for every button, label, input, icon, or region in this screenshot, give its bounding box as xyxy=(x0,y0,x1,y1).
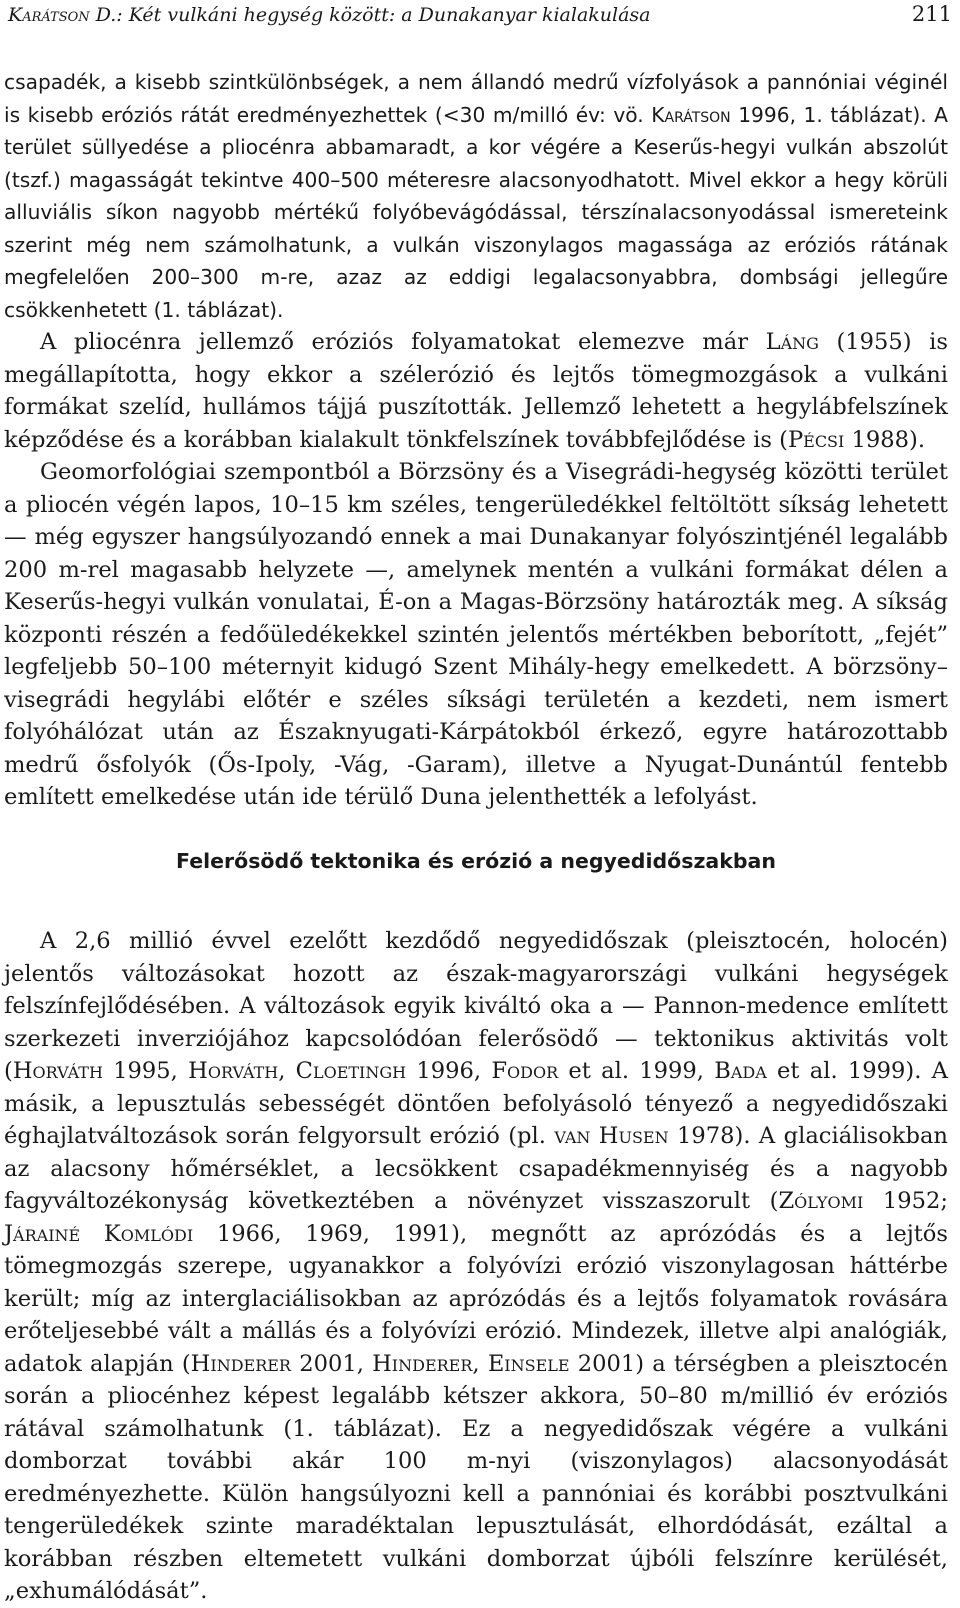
running-title: Karátson D.: Két vulkáni hegység között: a Dunakanyar kialakulása xyxy=(8,4,651,26)
para4-text-9: 1966, 1969, 1991), megnőtt az aprózódás és a lejtős tömegmozgás szerepe, ugyanakkor a folyóvízi erózió viszonylagosan háttérbe került; míg az interglaciálisokban az aprózódás és a lejtős folyamatok rovására erőteljesebbé vált a mállás és a folyóvízi erózió. Mindezek, illetve alpi analógiák, adatok alapján ( xyxy=(4,1220,948,1377)
para1-text-1: csapadék, a kisebb szintkülönbségek, a nem állandó medrű vízfolyások a pannóniai véginél is kisebb eróziós rátát eredményezhettek (<30 m/milló év: vö. xyxy=(4,70,948,127)
para2-text-2: (1955) is megállapította, hogy ekkor a szélerózió és lejtős tömegmozgások a vulkáni formákat szelíd, hullámos tájjá puszították. Jellemző lehetett a hegylábfelszínek képződése és a korábban kialakult tönkfelszínek továbbfejlődése is ( xyxy=(4,329,948,453)
para4-text-12: 2001) a térségben a pleisztocén során a pliocénhez képest legalább kétszer akkora, 50–80 m/millió év eróziós rátával számolhatunk (1. táblázat). Ez a negyedidőszak végére a vulkáni domborzat további akár 100 m-nyi (viszonylagos) alacsonyodását eredményezhette. Külön hangsúlyozni kell a pannóniai és korábbi posztvulkáni tengerüledékek szinte maradéktalan lepusztulását, elhordódását, ezáltal a korábban részben eltemetett vulkáni domborzat újbóli felszínre kerülését, „exhumálódását”. xyxy=(4,1350,948,1604)
paragraph-3: Geomorfológiai szempontból a Börzsöny és a Visegrádi-hegység közötti terület a pliocén végén lapos, 10–15 km széles, tengerüledékkel feltöltött síkság lehetett — még egyszer hangsúlyozandó ennek a mai Dunakanyar folyószintjénél legalább 200 m-rel magasabb helyzete —, amelynek mentén a vulkáni formákat délen a Keserűs-hegyi vulkán vonulatai, É-on a Magas-Börzsöny határozták meg. A síkság központi részén a fedőüledékekkel szintén jelentős mértékben beborított, „fejét” legfeljebb 50–100 méternyit kidugó Szent Mihály-hegy emelkedett. A börzsöny–visegrádi hegylábi előtér e széles síksági területén a kezdeti, nem ismert folyóhálózat után az Északnyugati-Kárpátokból érkező, egyre határozottabb medrű ősfolyók (Ős-Ipoly, -Vág, -Garam), illetve a Nyugat-Dunántúl fentebb említett emelkedése után ide térülő Duna jelenthették a lefolyást. xyxy=(4,459,948,810)
paragraph-4 xyxy=(4,925,948,1608)
citation-horvath-2: Horváth xyxy=(188,1058,279,1084)
citation-jarainé-komlodi: Járainé Komlódi xyxy=(4,1220,194,1247)
running-head xyxy=(8,2,952,26)
paragraph-1 xyxy=(4,66,948,326)
para2-text-1: A pliocénra jellemző eróziós folyamatokat elemezve már xyxy=(40,329,766,355)
para4-text-5: et al. 1999, xyxy=(558,1058,715,1084)
citation-van-husen: van Husen xyxy=(554,1123,669,1149)
running-title-text: Két vulkáni hegység között: a Dunakanyar kialakulása xyxy=(128,4,651,26)
citation-fodor: Fodor xyxy=(491,1058,559,1084)
running-author: Karátson D. xyxy=(8,4,117,26)
section-heading: Felerősödő tektonika és erózió a negyedidőszakban xyxy=(176,849,776,873)
para4-text-7: 1978). A glaciálisokban az alacsony hőmérséklet, a lecsökkent csapadékmennyiség és a nagyobb fagyváltozékonyság következtében a növényzet visszaszorult ( xyxy=(4,1123,948,1214)
page-number: 211 xyxy=(911,2,952,26)
body-block-top xyxy=(4,66,948,814)
para4-text-10: 2001, xyxy=(290,1350,373,1377)
citation-cloetingh: Cloetingh xyxy=(295,1058,407,1084)
para1-text-2: 1996, 1. táblázat). A terület süllyedése a pliocénra abbamaradt, a kor végére a Keserűs-hegyi vulkán abszolút (tszf.) magasságát tekintve 400–500 méteresre alacsonyodhatott. Mivel ekkor a hegy körüli alluviális síkon nagyobb mértékű folyóbevágódással, térszínalacsonyodással ismereteink szerint még nem számolhatunk, a vulkán viszonylagos magassága az eróziós rátának megfelelően 200–300 m-re, azaz az eddigi legalacsonyabbra, dombsági jellegűre csökkenhetett (1. táblázat). xyxy=(4,102,948,322)
citation-hinderer: Hinderer xyxy=(190,1350,291,1377)
citation-einsele: Einsele xyxy=(487,1350,570,1377)
citation-hinderer-2: Hinderer xyxy=(372,1350,473,1377)
citation-zolyomi: Zólyomi xyxy=(778,1188,864,1214)
para2-text-3: 1988). xyxy=(844,426,926,453)
citation-horvath: Horváth xyxy=(12,1058,103,1084)
citation-pecsi: Pécsi xyxy=(787,426,845,453)
para4-text-1: A 2,6 millió évvel ezelőtt kezdődő negyedidőszak (pleisztocén, holocén) jelentős változásokat hozott az észak-magyarországi vulkáni hegységek felszínfejlődésében. A változások egyik kiváltó oka a — Pannon-medence említett szerkezeti inverziójához kapcsolódóan felerősödő — tektonikus aktivitás volt ( xyxy=(4,928,948,1084)
para4-text-11: , xyxy=(472,1350,488,1377)
para4-text-3: , xyxy=(278,1058,296,1084)
para4-text-6: et al. 1999). A másik, a lepusztulás sebességét döntően befolyásoló tényező a negyedidőszaki éghajlatváltozások során felgyorsult erózió (pl. xyxy=(4,1058,949,1149)
citation-lang: Láng xyxy=(765,329,819,355)
citation-bada: Bada xyxy=(714,1058,767,1084)
para4-text-2: 1995, xyxy=(102,1058,189,1084)
para4-text-4: 1996, xyxy=(406,1058,492,1084)
para4-text-8: 1952; xyxy=(863,1188,949,1214)
body-block-bottom xyxy=(4,925,948,1608)
paragraph-2 xyxy=(4,326,948,456)
citation-karatson: Karátson xyxy=(651,102,731,127)
